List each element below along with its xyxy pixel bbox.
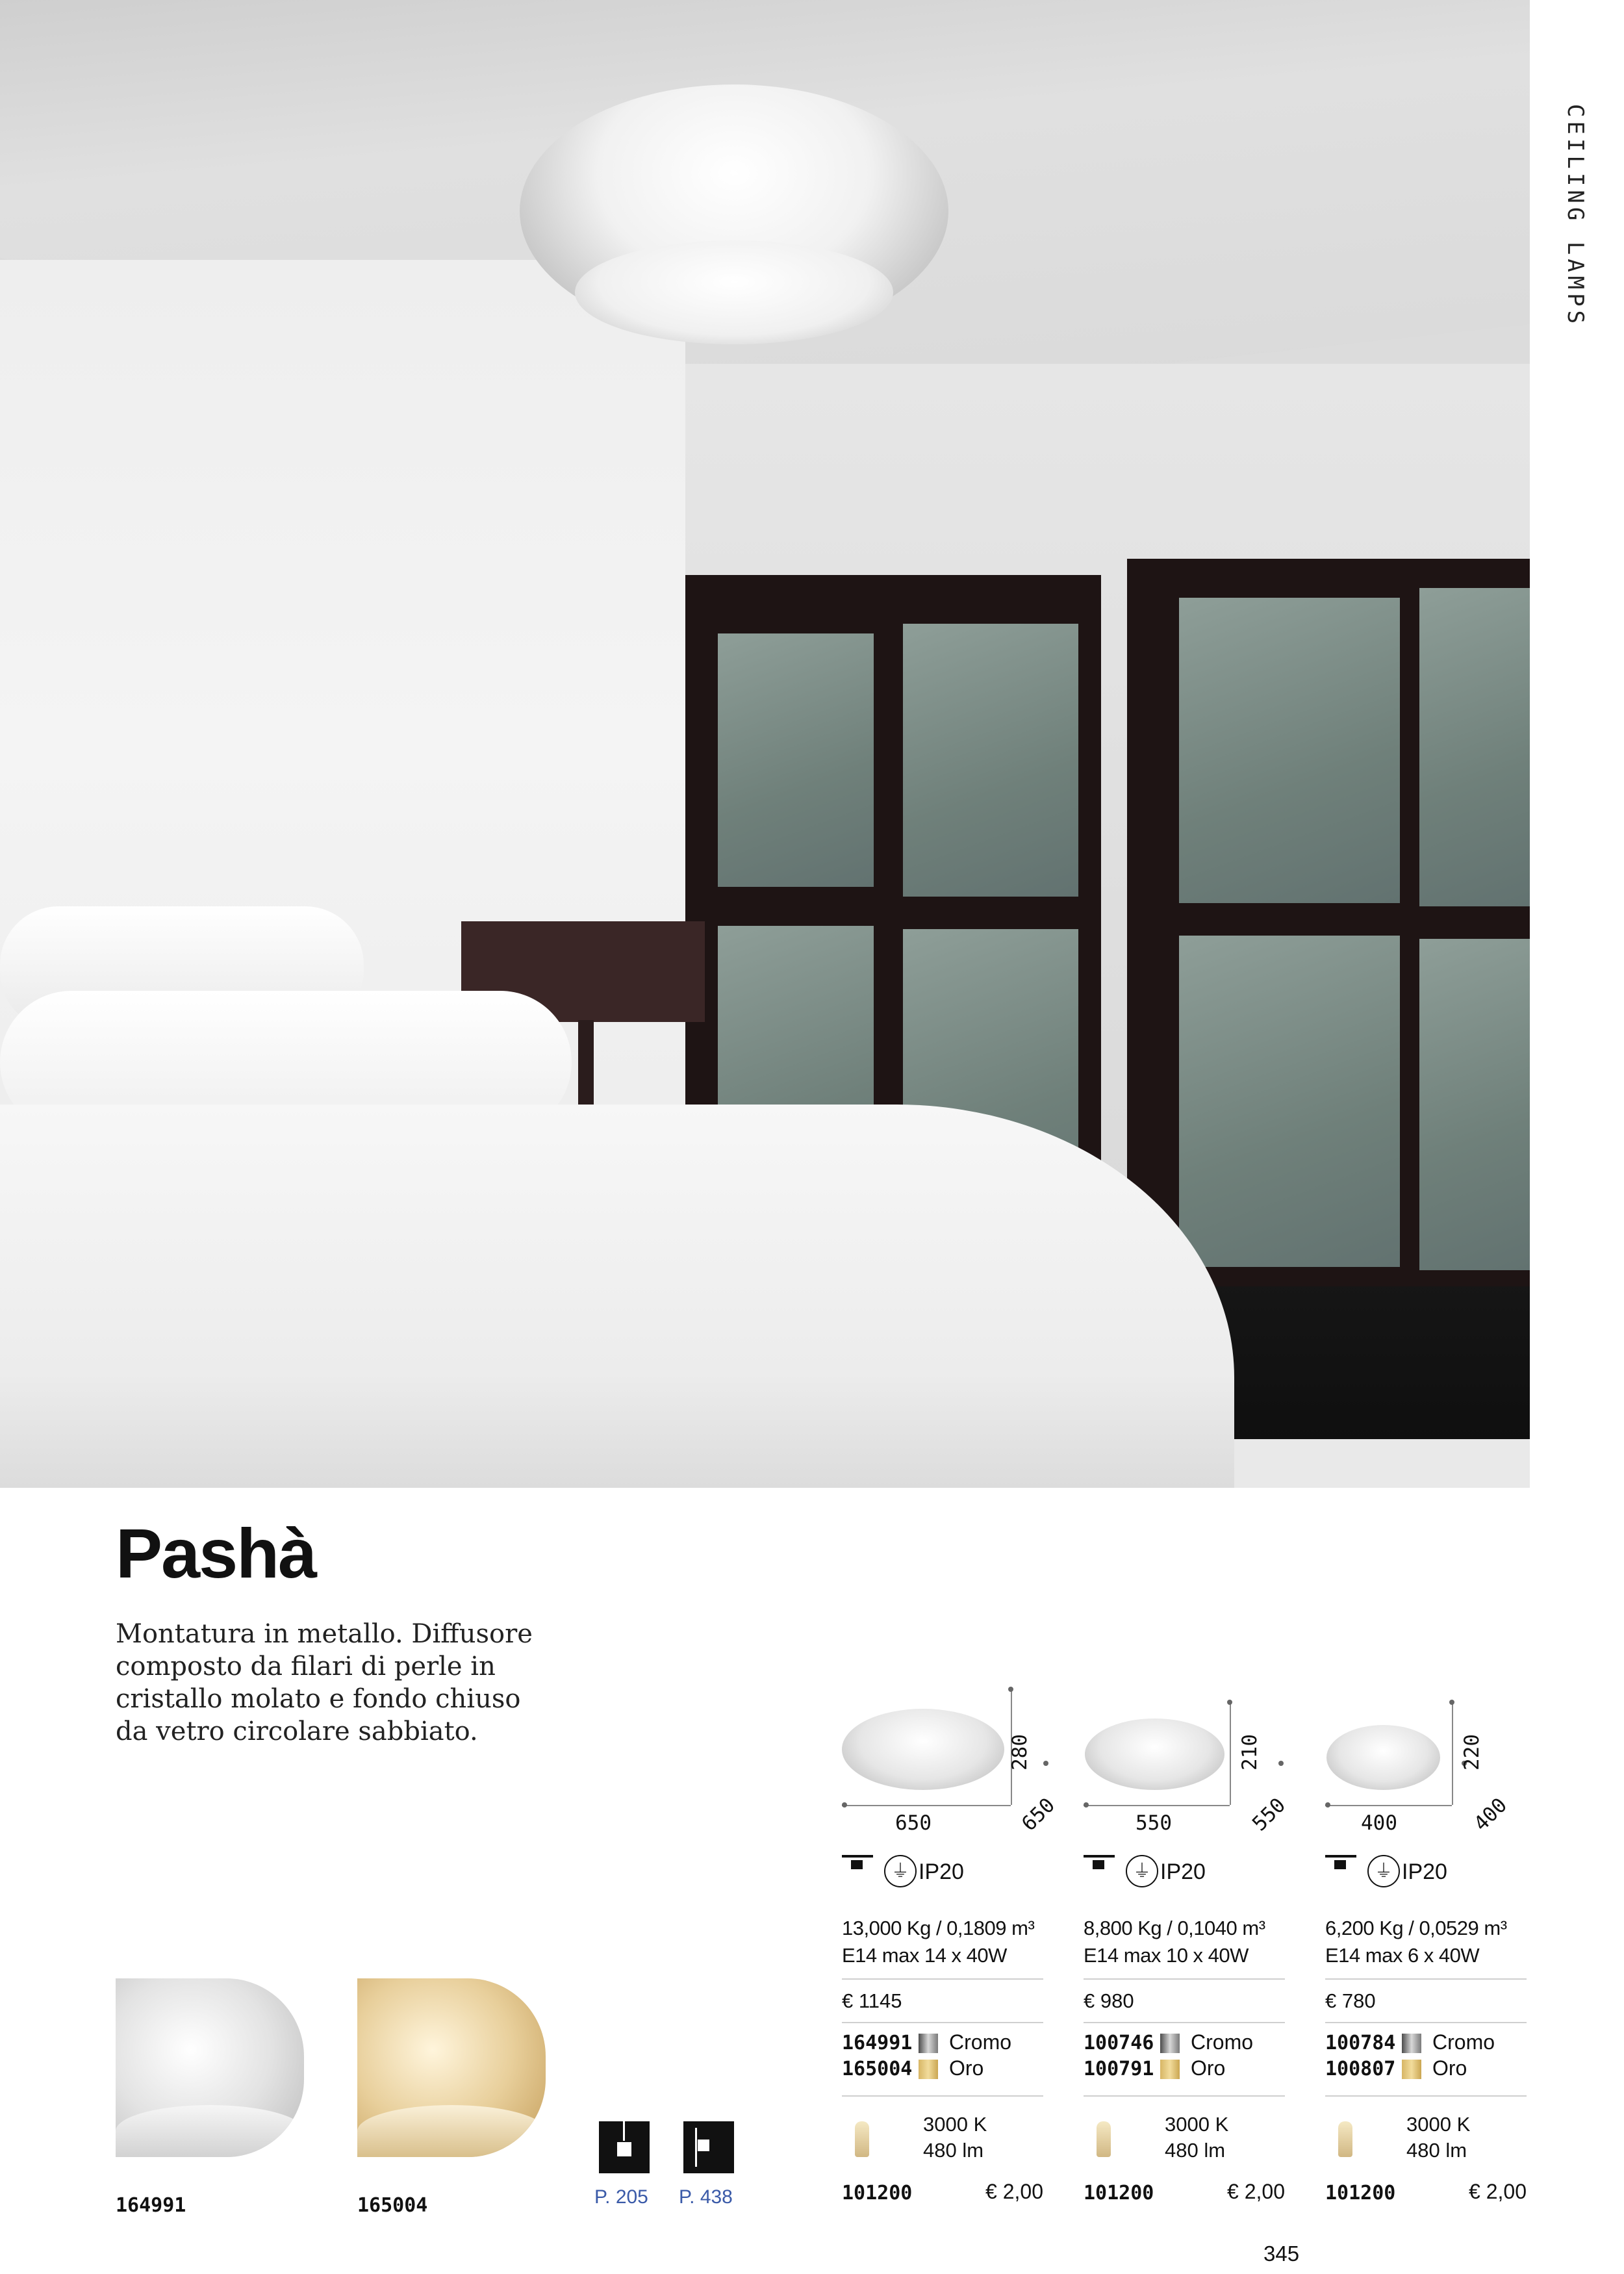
bulb-price: € 2,00 xyxy=(1469,2180,1527,2203)
bulb-icon xyxy=(1097,2121,1111,2157)
finish-label: Oro xyxy=(949,2056,984,2080)
finish-label: Oro xyxy=(1432,2056,1467,2080)
lamp-drawing xyxy=(842,1709,1004,1790)
divider xyxy=(1325,2022,1527,2023)
article-code: 100746 xyxy=(1084,2032,1154,2054)
bulb-price: € 2,00 xyxy=(1227,2180,1285,2203)
divider xyxy=(842,1978,1043,1980)
ground-icon: ⏚ xyxy=(1126,1855,1158,1887)
ip-rating: IP20 xyxy=(1402,1859,1447,1884)
divider xyxy=(1084,2095,1285,2097)
price: € 1145 xyxy=(842,1989,902,2012)
divider xyxy=(842,2095,1043,2097)
article-code: 100807 xyxy=(1325,2058,1396,2080)
dimension-width: 400 xyxy=(1361,1811,1397,1835)
thumbnail-code: 165004 xyxy=(357,2194,428,2217)
rug xyxy=(1234,1439,1530,1488)
price: € 980 xyxy=(1084,1989,1134,2012)
chrome-swatch xyxy=(1402,2034,1421,2053)
bulb-code: 101200 xyxy=(1325,2182,1396,2204)
page-number: 345 xyxy=(1263,2242,1300,2266)
ip-rating: IP20 xyxy=(919,1859,964,1884)
page-ref-link[interactable]: P. 205 xyxy=(594,2186,648,2208)
dimension-dot xyxy=(1278,1761,1284,1766)
bulb-color-temp xyxy=(1165,2112,1228,2164)
ground-icon: ⏚ xyxy=(1367,1855,1400,1887)
ceiling-mount-icon xyxy=(842,1855,874,1874)
thumbnail-gold[interactable] xyxy=(357,1978,546,2157)
section-label: CEILING LAMPS xyxy=(1562,104,1588,328)
dimension-diameter: 400 xyxy=(1469,1793,1512,1836)
dimension-dot xyxy=(1008,1687,1013,1692)
glass-panel xyxy=(1419,939,1530,1270)
price: € 780 xyxy=(1325,1989,1376,2012)
diffuser-disc xyxy=(116,2105,304,2157)
dimension-line xyxy=(1230,1702,1231,1805)
bulb-spec: E14 max 10 x 40W xyxy=(1084,1944,1249,1967)
ceiling-mount-icon xyxy=(1325,1855,1358,1874)
divider xyxy=(1325,2095,1527,2097)
finish-label: Cromo xyxy=(1191,2030,1254,2054)
dimension-line xyxy=(1452,1702,1453,1805)
diffuser-disc xyxy=(357,2105,546,2157)
bulb-spec: E14 max 6 x 40W xyxy=(1325,1944,1480,1967)
wall-lamp-icon xyxy=(683,2121,734,2173)
bulb-icon xyxy=(1338,2121,1352,2157)
ip-rating: IP20 xyxy=(1160,1859,1206,1884)
divider xyxy=(1084,2022,1285,2023)
lamp-diffuser xyxy=(575,240,893,344)
ceiling-mount-icon xyxy=(1084,1855,1116,1874)
dimension-dot xyxy=(1449,1700,1454,1705)
bulb-color-temp xyxy=(1406,2112,1470,2164)
finish-label: Oro xyxy=(1191,2056,1226,2080)
bulb-code: 101200 xyxy=(842,2182,913,2204)
thumbnail-chrome[interactable] xyxy=(116,1978,304,2157)
product-title: Pashà xyxy=(116,1514,316,1592)
weight-volume: 13,000 Kg / 0,1809 m³ xyxy=(842,1917,1035,1939)
glass-panel xyxy=(718,633,874,887)
chrome-swatch xyxy=(1160,2034,1180,2053)
dimension-dot xyxy=(1043,1761,1048,1766)
product-description: Montatura in metallo. Diffusore composto da filari di perle in cristallo molato e fondo chiuso da vetro circolare sabbiato. xyxy=(116,1619,533,1746)
bulb-kelvin: 3000 K xyxy=(923,2113,987,2136)
dimension-line xyxy=(842,1805,1011,1806)
dimension-width: 550 xyxy=(1136,1811,1172,1835)
glass-panel xyxy=(903,624,1078,897)
divider xyxy=(842,2022,1043,2023)
bulb-spec: E14 max 14 x 40W xyxy=(842,1944,1007,1967)
pendant-icon xyxy=(599,2121,650,2173)
lamp-drawing xyxy=(1085,1718,1224,1790)
article-code: 165004 xyxy=(842,2058,913,2080)
dimension-width: 650 xyxy=(895,1811,932,1835)
gold-swatch xyxy=(1402,2060,1421,2079)
weight-volume: 6,200 Kg / 0,0529 m³ xyxy=(1325,1917,1507,1939)
dimension-line xyxy=(1084,1805,1230,1806)
gold-swatch xyxy=(1160,2060,1180,2079)
bulb-color-temp xyxy=(923,2112,987,2164)
dimension-dot xyxy=(842,1802,847,1808)
dimension-height: 220 xyxy=(1460,1734,1484,1770)
finish-label: Cromo xyxy=(949,2030,1012,2054)
lamp-drawing xyxy=(1326,1725,1440,1790)
dimension-dot xyxy=(1227,1700,1232,1705)
article-code: 164991 xyxy=(842,2032,913,2054)
dimension-dot xyxy=(1325,1802,1330,1808)
bulb-code: 101200 xyxy=(1084,2182,1154,2204)
article-code: 100784 xyxy=(1325,2032,1396,2054)
article-code: 100791 xyxy=(1084,2058,1154,2080)
thumbnail-code: 164991 xyxy=(116,2194,186,2217)
dimension-height: 210 xyxy=(1238,1734,1262,1770)
divider xyxy=(1084,1978,1285,1980)
ground-icon: ⏚ xyxy=(884,1855,917,1887)
bulb-price: € 2,00 xyxy=(985,2180,1043,2203)
dimension-diameter: 650 xyxy=(1017,1793,1060,1836)
bulb-kelvin: 3000 K xyxy=(1165,2113,1229,2136)
dimension-dot xyxy=(1084,1802,1089,1808)
bulb-lumen: 480 lm xyxy=(1165,2139,1226,2162)
finish-label: Cromo xyxy=(1432,2030,1495,2054)
page-ref-link[interactable]: P. 438 xyxy=(679,2186,733,2208)
dimension-diameter: 550 xyxy=(1248,1793,1291,1836)
divider xyxy=(1325,1978,1527,1980)
bulb-kelvin: 3000 K xyxy=(1406,2113,1471,2136)
glass-panel xyxy=(1419,588,1530,906)
chrome-swatch xyxy=(919,2034,938,2053)
glass-panel xyxy=(1179,598,1400,903)
weight-volume: 8,800 Kg / 0,1040 m³ xyxy=(1084,1917,1265,1939)
glass-panel xyxy=(1179,936,1400,1267)
bulb-lumen: 480 lm xyxy=(923,2139,984,2162)
bulb-lumen: 480 lm xyxy=(1406,2139,1467,2162)
gold-swatch xyxy=(919,2060,938,2079)
bulb-icon xyxy=(855,2121,869,2157)
dimension-height: 280 xyxy=(1008,1734,1032,1770)
dimension-line xyxy=(1325,1805,1452,1806)
bed xyxy=(0,1105,1234,1488)
